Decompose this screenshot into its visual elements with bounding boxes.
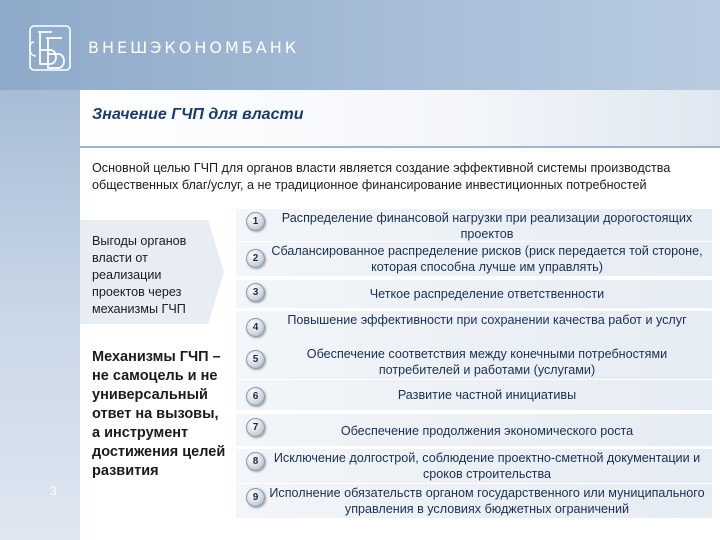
page-number: 3 <box>50 484 57 498</box>
number-badge-icon: 4 <box>246 318 265 337</box>
benefit-item-9-text: Исполнение обязательств органом государственного или муниципального управления в условиях бюджетных ограничений <box>269 486 705 516</box>
intro-paragraph: Основной целью ГЧП для органов власти является создание эффективной системы производства общественных благ/услуг, а не традиционное финансирование инвестиционных потребностей <box>92 161 671 192</box>
page-title: Значение ГЧП для власти <box>92 106 304 123</box>
number-badge-icon: 6 <box>246 387 265 406</box>
brand-name: ВНЕШЭКОНОМБАНК <box>88 38 300 57</box>
number-badge-icon: 7 <box>246 418 265 437</box>
benefit-item-2-text: Сбалансированное распределение рисков (риск передается той стороне, которая способна лучше им управлять) <box>271 244 703 274</box>
benefit-item-8-text: Исключение долгострой, соблюдение проектно-сметной документации и сроков строительства <box>273 451 701 481</box>
number-badge-icon: 5 <box>246 350 265 369</box>
title-divider <box>80 146 720 148</box>
number-badge-icon: 2 <box>246 249 265 268</box>
benefit-item-3-text: Четкое распределение ответственности <box>369 287 605 301</box>
number-badge-icon: 1 <box>246 212 265 231</box>
benefits-callout-arrow <box>208 220 224 324</box>
left-sidebar-band <box>0 90 80 540</box>
benefit-item-6-text: Развитие частной инициативы <box>397 388 577 402</box>
benefits-label: Выгоды органов власти от реализации проектов через механизмы ГЧП <box>92 234 187 316</box>
benefit-item-5-text: Обеспечение соответствия между конечными потребностями потребителей и работами (услугами) <box>306 347 668 377</box>
number-badge-icon: 8 <box>246 452 265 471</box>
mechanisms-note: Механизмы ГЧП – не самоцель и не универсальный ответ на вызовы, а инструмент достижения целей развития <box>92 349 226 479</box>
number-badge-icon: 3 <box>246 283 265 302</box>
benefit-item-7-text: Обеспечение продолжения экономического роста <box>340 424 634 438</box>
veb-monogram-logo-icon <box>22 20 78 76</box>
number-badge-icon: 9 <box>246 488 265 507</box>
benefit-item-4-text: Повышение эффективности при сохранении качества работ и услуг <box>287 313 687 327</box>
benefit-item-1-text: Распределение финансовой нагрузки при реализации дорогостоящих проектов <box>281 211 693 241</box>
